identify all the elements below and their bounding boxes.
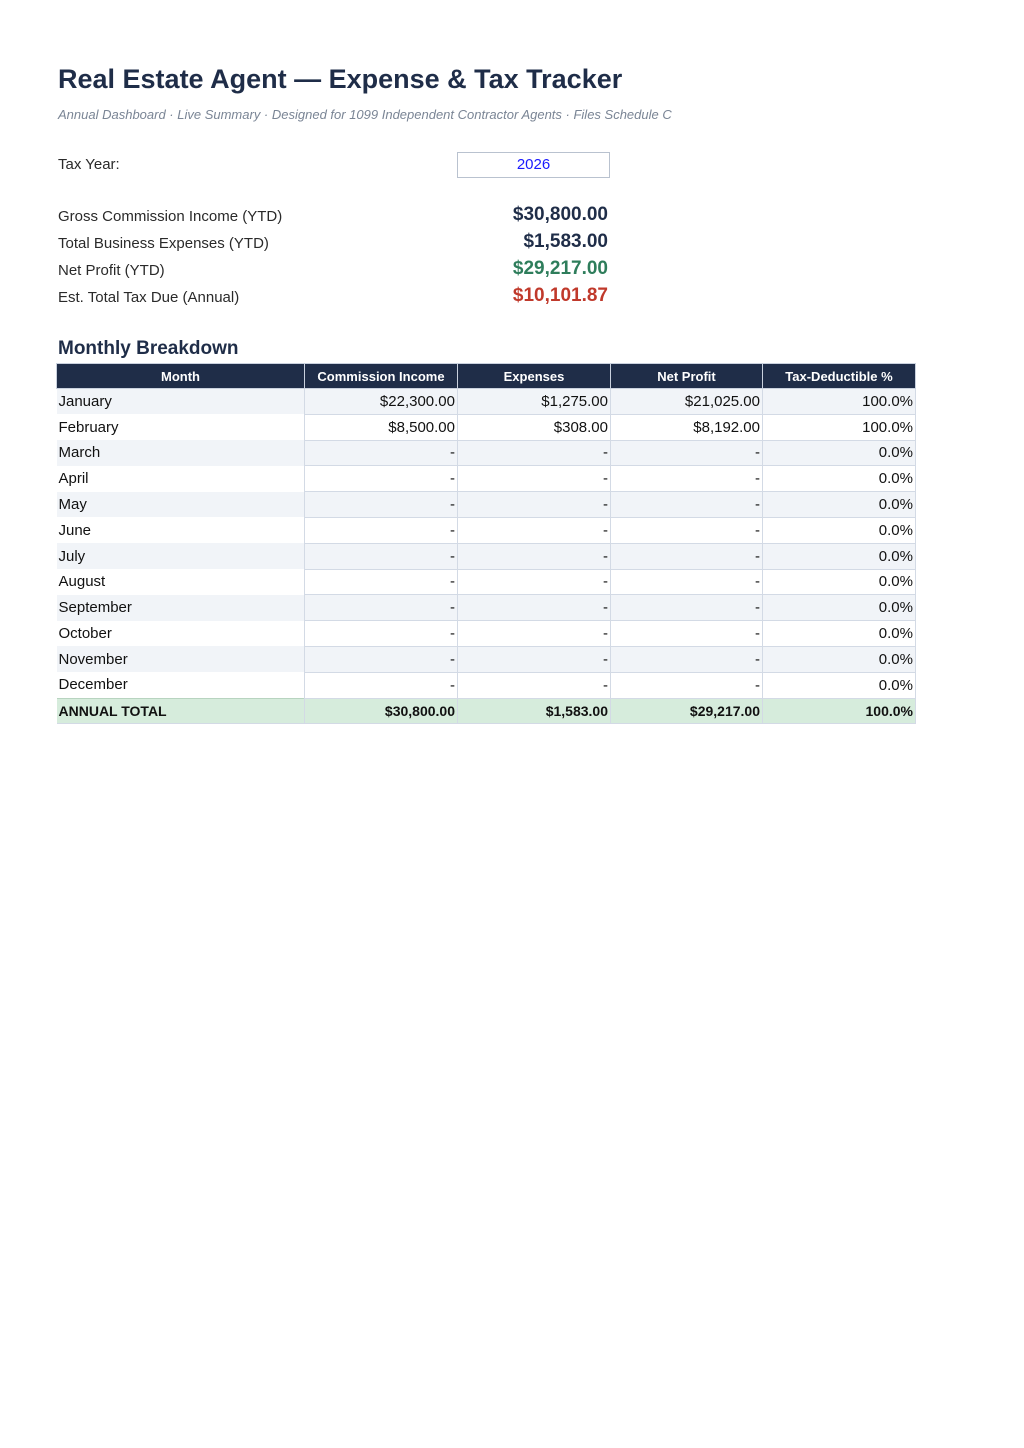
- cell-expenses: $1,275.00: [458, 389, 611, 415]
- cell-net-profit: -: [611, 466, 763, 492]
- cell-net-profit: -: [611, 492, 763, 518]
- cell-commission: $22,300.00: [305, 389, 458, 415]
- cell-net-profit: -: [611, 517, 763, 543]
- cell-commission: -: [305, 440, 458, 466]
- table-row: [57, 466, 916, 492]
- cell-deductible: 0.0%: [763, 440, 916, 466]
- cell-net-profit: -: [611, 440, 763, 466]
- monthly-breakdown-table: [56, 363, 916, 724]
- cell-expenses: -: [458, 569, 611, 595]
- table-header-row: [57, 364, 916, 389]
- cell-commission: -: [305, 466, 458, 492]
- cell-deductible: 0.0%: [763, 569, 916, 595]
- table-row: [57, 492, 916, 518]
- cell-deductible: 0.0%: [763, 466, 916, 492]
- table-row: [57, 440, 916, 466]
- table-row: [57, 595, 916, 621]
- table-row: [57, 517, 916, 543]
- cell-deductible: 0.0%: [763, 492, 916, 518]
- table-row: [57, 543, 916, 569]
- cell-net-profit: $8,192.00: [611, 414, 763, 440]
- cell-deductible: 100.0%: [763, 414, 916, 440]
- cell-commission: -: [305, 646, 458, 672]
- cell-month: March: [57, 440, 305, 466]
- metric-value-gross-income: $30,800.00: [512, 204, 608, 225]
- page-title: Real Estate Agent — Expense & Tax Tracker: [58, 64, 623, 94]
- metric-value-expenses: $1,583.00: [523, 231, 608, 252]
- cell-month: November: [57, 646, 305, 672]
- metric-label-gross-income: Gross Commission Income (YTD): [58, 208, 283, 225]
- cell-deductible: 100.0%: [763, 389, 916, 415]
- cell-net-profit: -: [611, 595, 763, 621]
- cell-deductible: 0.0%: [763, 595, 916, 621]
- cell-expenses: $308.00: [458, 414, 611, 440]
- cell-deductible: 0.0%: [763, 543, 916, 569]
- cell-expenses: -: [458, 543, 611, 569]
- cell-expenses: -: [458, 466, 611, 492]
- cell-deductible: 0.0%: [763, 621, 916, 647]
- cell-total-net-profit: $29,217.00: [611, 698, 763, 724]
- cell-month: December: [57, 672, 305, 698]
- cell-month: July: [57, 543, 305, 569]
- cell-month: September: [57, 595, 305, 621]
- page-subtitle: Annual Dashboard · Live Summary · Designed for 1099 Independent Contractor Agents · Files Schedule C: [58, 107, 672, 122]
- cell-expenses: -: [458, 646, 611, 672]
- column-header-commission-income: Commission Income: [305, 364, 458, 389]
- cell-month: April: [57, 466, 305, 492]
- cell-commission: -: [305, 569, 458, 595]
- cell-expenses: -: [458, 621, 611, 647]
- cell-month: February: [57, 414, 305, 440]
- cell-commission: -: [305, 621, 458, 647]
- cell-month: January: [57, 389, 305, 415]
- cell-deductible: 0.0%: [763, 517, 916, 543]
- metric-value-tax-due: $10,101.87: [512, 285, 608, 306]
- tax-year-input[interactable]: 2026: [457, 152, 610, 178]
- cell-commission: -: [305, 672, 458, 698]
- table-row: [57, 672, 916, 698]
- cell-total-commission: $30,800.00: [305, 698, 458, 724]
- column-header-month: Month: [57, 364, 305, 389]
- tax-year-label: Tax Year:: [58, 156, 120, 173]
- cell-commission: -: [305, 517, 458, 543]
- table-row: [57, 569, 916, 595]
- cell-month: June: [57, 517, 305, 543]
- metric-label-expenses: Total Business Expenses (YTD): [58, 235, 269, 252]
- cell-net-profit: -: [611, 543, 763, 569]
- table-row: [57, 414, 916, 440]
- cell-deductible: 0.0%: [763, 646, 916, 672]
- metric-label-net-profit: Net Profit (YTD): [58, 262, 165, 279]
- cell-total-deductible: 100.0%: [763, 698, 916, 724]
- cell-net-profit: -: [611, 672, 763, 698]
- cell-net-profit: -: [611, 621, 763, 647]
- cell-total-label: ANNUAL TOTAL: [57, 698, 305, 724]
- cell-total-expenses: $1,583.00: [458, 698, 611, 724]
- annual-total-row: [57, 698, 916, 724]
- cell-net-profit: -: [611, 569, 763, 595]
- cell-expenses: -: [458, 595, 611, 621]
- cell-month: May: [57, 492, 305, 518]
- cell-commission: -: [305, 543, 458, 569]
- metric-label-tax-due: Est. Total Tax Due (Annual): [58, 289, 240, 306]
- column-header-net-profit: Net Profit: [611, 364, 763, 389]
- cell-expenses: -: [458, 440, 611, 466]
- metric-value-net-profit: $29,217.00: [512, 258, 608, 279]
- cell-net-profit: -: [611, 646, 763, 672]
- column-header-expenses: Expenses: [458, 364, 611, 389]
- table-row: [57, 389, 916, 415]
- cell-expenses: -: [458, 672, 611, 698]
- table-row: [57, 646, 916, 672]
- cell-expenses: -: [458, 492, 611, 518]
- cell-commission: $8,500.00: [305, 414, 458, 440]
- section-title-monthly-breakdown: Monthly Breakdown: [58, 338, 239, 359]
- cell-month: August: [57, 569, 305, 595]
- cell-net-profit: $21,025.00: [611, 389, 763, 415]
- cell-commission: -: [305, 492, 458, 518]
- cell-commission: -: [305, 595, 458, 621]
- cell-expenses: -: [458, 517, 611, 543]
- cell-deductible: 0.0%: [763, 672, 916, 698]
- cell-month: October: [57, 621, 305, 647]
- table-row: [57, 621, 916, 647]
- column-header-tax-deductible: Tax-Deductible %: [763, 364, 916, 389]
